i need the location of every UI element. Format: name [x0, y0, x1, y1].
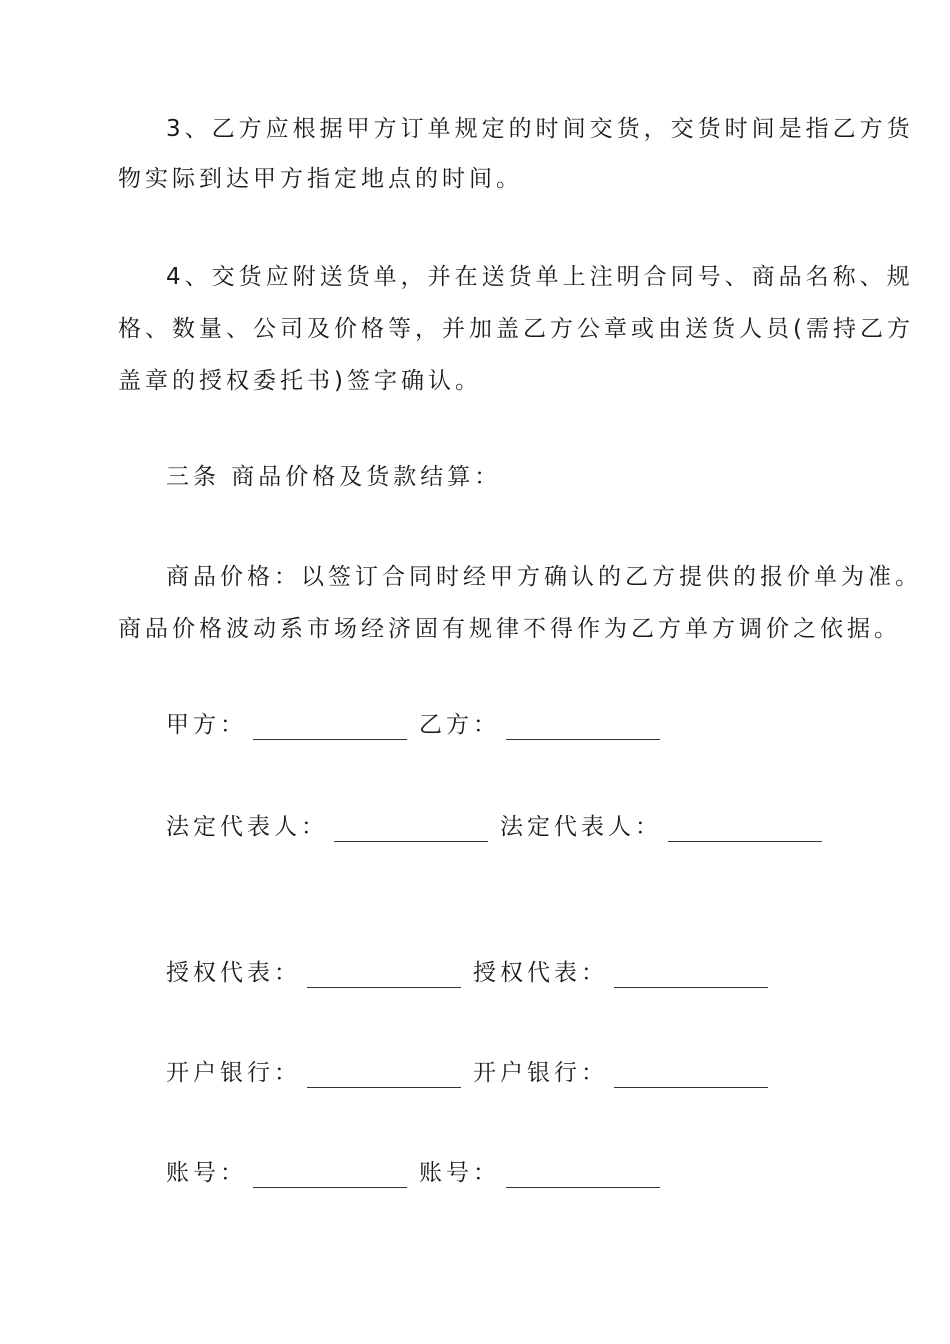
party-b-label: 乙方： [419, 712, 500, 738]
account-a-blank [253, 1167, 407, 1188]
signature-row-account [166, 1158, 672, 1188]
auth-rep-b-blank [614, 967, 768, 988]
clause-4-line-2: 格、数量、公司及价格等，并加盖乙方公章或由送货人员(需持乙方 [118, 316, 914, 342]
legal-rep-a-label: 法定代表人： [166, 814, 328, 840]
bank-b-label: 开户银行： [473, 1060, 608, 1086]
party-b-blank [506, 719, 660, 740]
bank-b-blank [614, 1067, 768, 1088]
clause-4-line-3: 盖章的授权委托书)签字确认。 [118, 368, 482, 394]
auth-rep-b-label: 授权代表： [473, 960, 608, 986]
article-3-heading: 三条 商品价格及货款结算： [166, 464, 502, 490]
bank-a-label: 开户银行： [166, 1060, 301, 1086]
clause-4-line-1: 4、交货应附送货单，并在送货单上注明合同号、商品名称、规 [166, 264, 914, 290]
party-a-blank [253, 719, 407, 740]
legal-rep-a-blank [334, 821, 488, 842]
bank-a-blank [307, 1067, 461, 1088]
auth-rep-a-label: 授权代表： [166, 960, 301, 986]
signature-row-party [166, 710, 672, 740]
legal-rep-b-blank [668, 821, 822, 842]
account-a-label: 账号： [166, 1160, 247, 1186]
price-clause-line-2: 商品价格波动系市场经济固有规律不得作为乙方单方调价之依据。 [118, 616, 901, 642]
legal-rep-b-label: 法定代表人： [500, 814, 662, 840]
party-a-label: 甲方： [166, 712, 247, 738]
clause-3-line-1: 3、乙方应根据甲方订单规定的时间交货，交货时间是指乙方货 [166, 116, 914, 142]
price-clause-line-1: 商品价格：以签订合同时经甲方确认的乙方提供的报价单为准。 [166, 564, 922, 590]
auth-rep-a-blank [307, 967, 461, 988]
signature-row-auth-rep [166, 958, 780, 988]
account-b-blank [506, 1167, 660, 1188]
signature-row-legal-rep [166, 812, 834, 842]
account-b-label: 账号： [419, 1160, 500, 1186]
signature-row-bank [166, 1058, 780, 1088]
clause-3-line-2: 物实际到达甲方指定地点的时间。 [118, 166, 523, 192]
